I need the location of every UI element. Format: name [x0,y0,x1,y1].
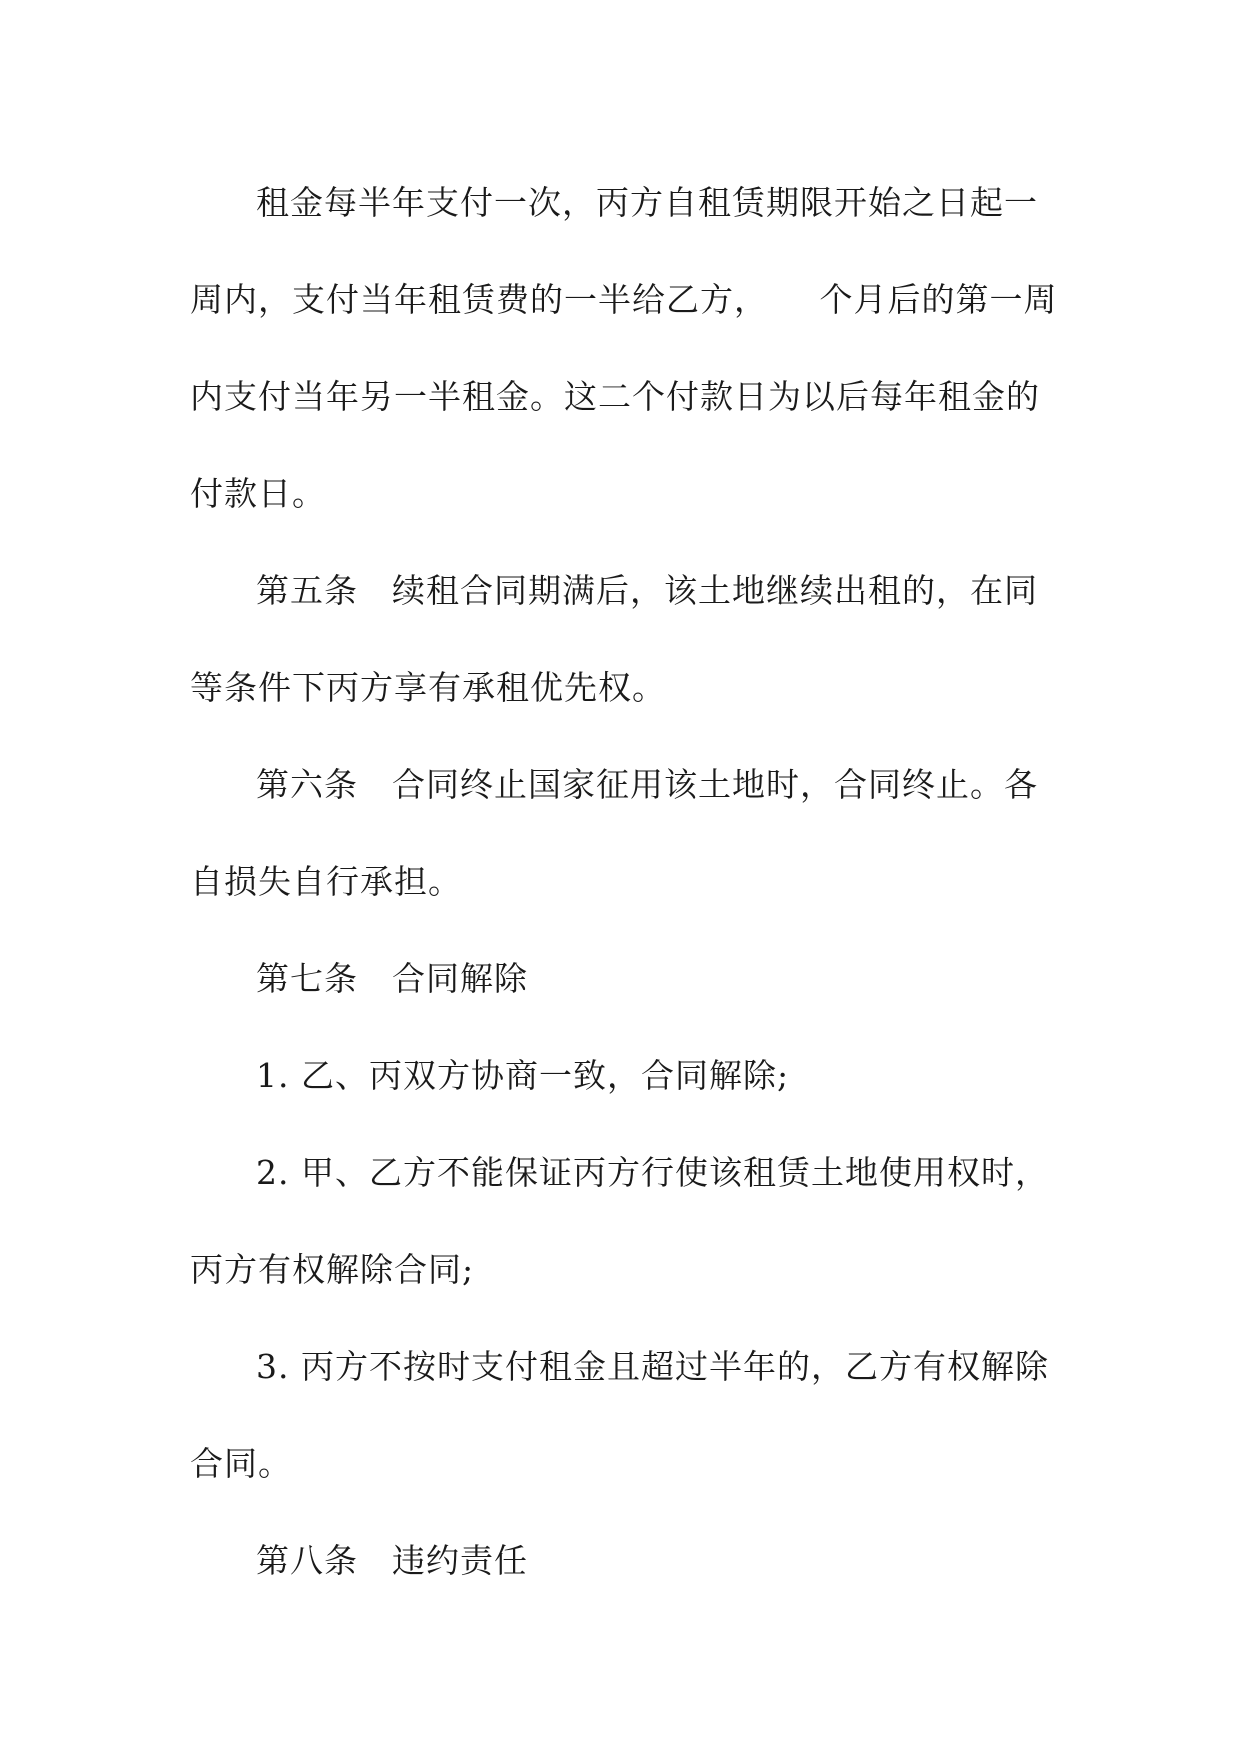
article-7-heading: 第七条 合同解除 [256,959,528,998]
paragraph-line: 内支付当年另一半租金。这二个付款日为以后每年租金的 [190,377,1040,416]
article-6-line: 第六条 合同终止国家征用该土地时，合同终止。各 [256,765,1038,804]
list-item-2-cont: 丙方有权解除合同; [190,1250,475,1289]
paragraph-line: 周内，支付当年租赁费的一半给乙方， 个月后的第一周 [190,280,1058,319]
paragraph-line: 租金每半年支付一次，丙方自租赁期限开始之日起一 [256,183,1038,222]
list-item-2: 2. 甲、乙方不能保证丙方行使该租赁土地使用权时， [256,1153,1049,1192]
article-6-line: 自损失自行承担。 [190,862,462,901]
article-8-heading: 第八条 违约责任 [256,1541,528,1580]
article-5-line: 第五条 续租合同期满后，该土地继续出租的，在同 [256,571,1038,610]
list-item-3: 3. 丙方不按时支付租金且超过半年的，乙方有权解除 [256,1347,1049,1386]
article-5-line: 等条件下丙方享有承租优先权。 [190,668,666,707]
list-item-1: 1. 乙、丙双方协商一致，合同解除; [256,1056,790,1095]
paragraph-line: 付款日。 [190,474,326,513]
list-item-3-cont: 合同。 [190,1444,292,1483]
